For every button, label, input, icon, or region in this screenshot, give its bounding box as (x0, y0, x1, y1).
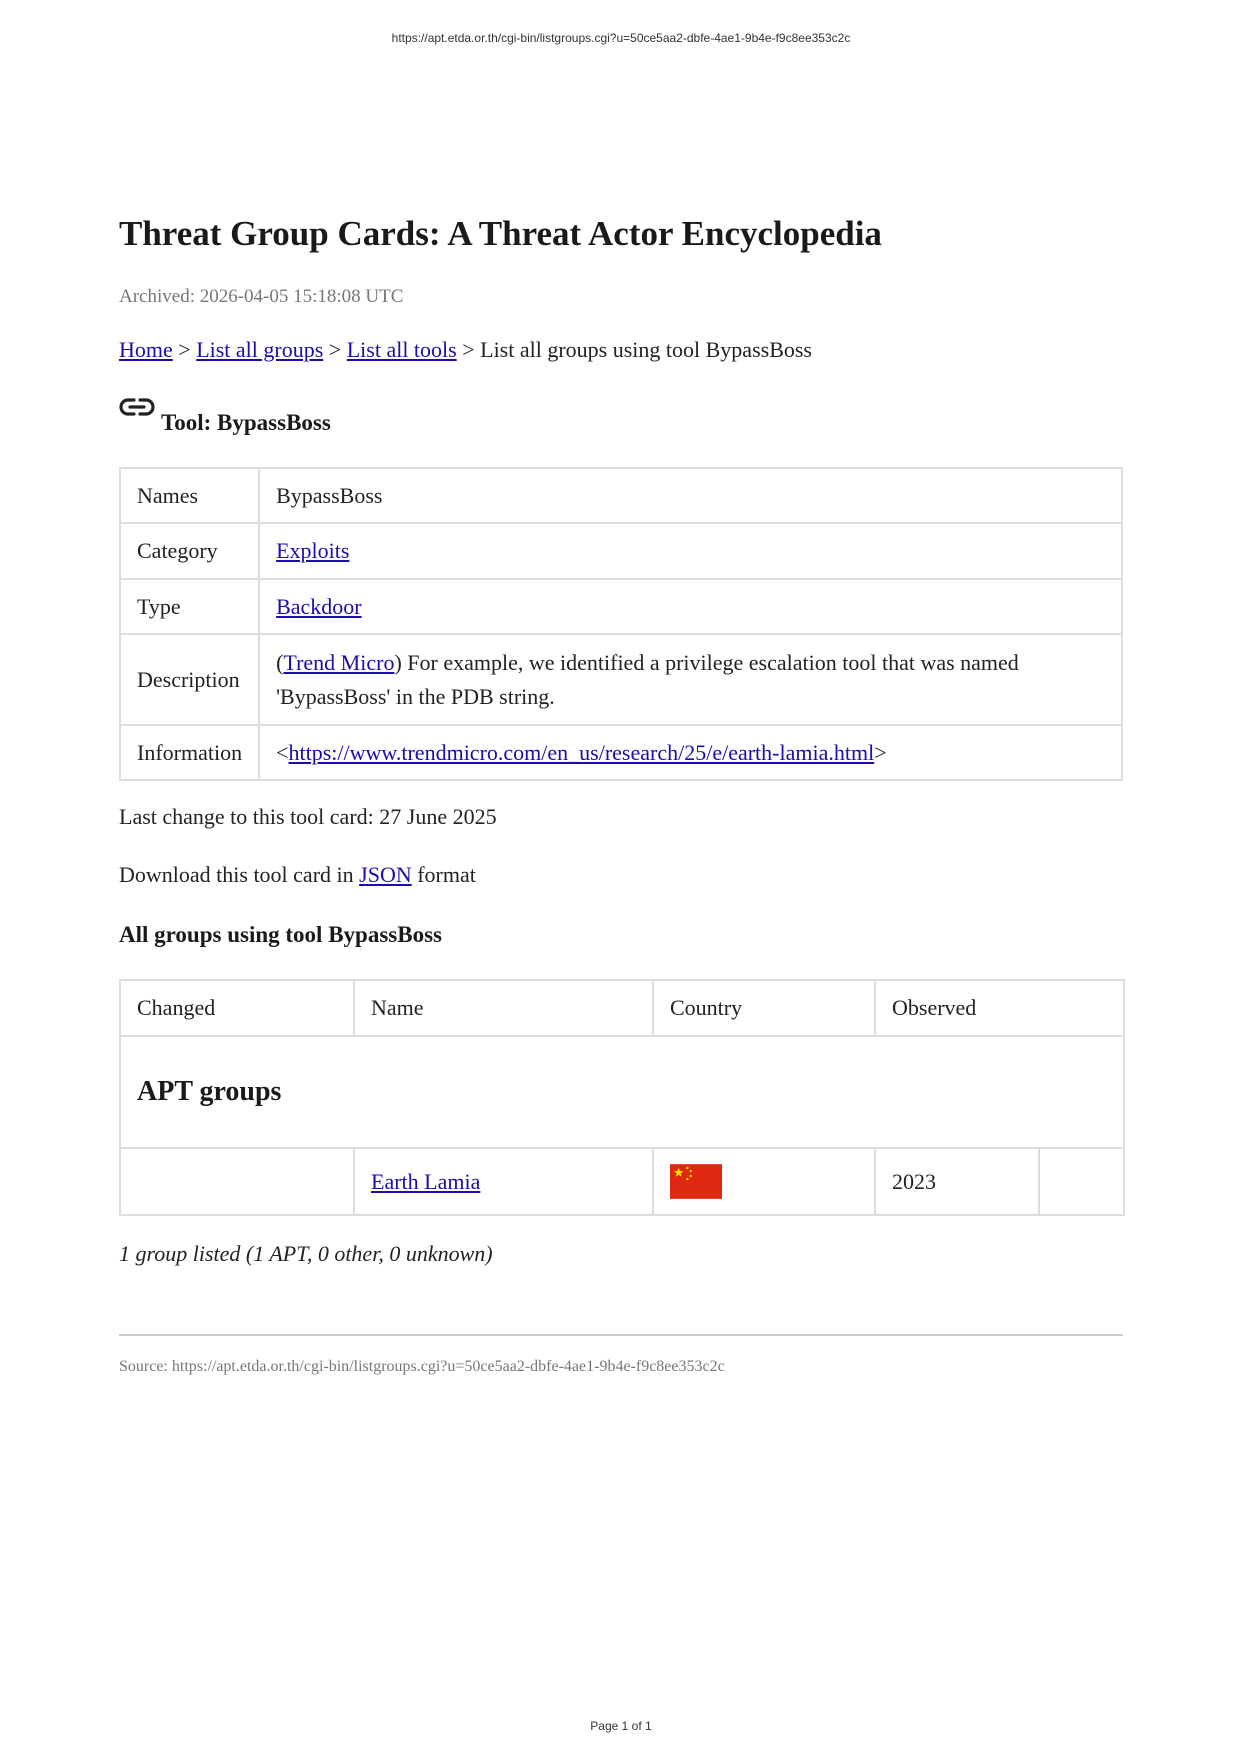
description-label: Description (120, 634, 259, 725)
table-row-information (120, 725, 1122, 780)
archived-timestamp: Archived: 2026-04-05 15:18:08 UTC (119, 286, 404, 307)
groups-summary: 1 group listed (1 APT, 0 other, 0 unknown) (119, 1241, 493, 1266)
source-url: Source: https://apt.etda.or.th/cgi-bin/listgroups.cgi?u=50ce5aa2-dbfe-4ae1-9b4e-f9c8ee353c2c (119, 1358, 725, 1375)
name-cell (354, 1148, 653, 1215)
extra-cell (1039, 1148, 1124, 1215)
groups-table-header (120, 980, 1124, 1036)
column-header-name: Name (354, 980, 653, 1036)
description-cell (259, 634, 1122, 725)
page-number: Page 1 of 1 (590, 1719, 652, 1733)
table-row (120, 1148, 1124, 1215)
json-download-link[interactable]: JSON (359, 862, 412, 887)
type-cell (259, 579, 1122, 634)
section-row-apt (120, 1036, 1124, 1148)
type-label: Type (120, 579, 259, 634)
table-row-description (120, 634, 1122, 725)
breadcrumb-list-groups-link[interactable]: List all groups (196, 337, 324, 362)
information-label: Information (120, 725, 259, 780)
breadcrumb-list-tools-link[interactable]: List all tools (346, 337, 457, 362)
column-header-observed: Observed (875, 980, 1124, 1036)
group-link-earth-lamia[interactable]: Earth Lamia (371, 1168, 481, 1194)
section-label-apt-groups: APT groups (137, 1076, 282, 1107)
table-row-names (120, 468, 1122, 523)
download-line (119, 862, 476, 888)
category-link[interactable]: Exploits (276, 538, 350, 563)
tool-heading (119, 396, 331, 436)
column-header-changed: Changed (120, 980, 354, 1036)
category-cell (259, 523, 1122, 579)
information-cell (259, 725, 1122, 780)
breadcrumb-separator: > (172, 337, 197, 362)
names-value: BypassBoss (259, 468, 1122, 523)
information-close-bracket: > (874, 739, 887, 765)
observed-cell: 2023 (875, 1148, 1039, 1215)
page-title: Threat Group Cards: A Threat Actor Encyclopedia (119, 214, 882, 253)
breadcrumb-current: > List all groups using tool BypassBoss (456, 337, 812, 362)
type-link[interactable]: Backdoor (276, 593, 362, 619)
tool-info-table (119, 467, 1123, 781)
description-text: ) For example, we identified a privilege escalation tool that was named 'BypassBoss' in the PDB string. (276, 649, 1019, 709)
table-row-category (120, 523, 1122, 579)
table-row-type (120, 579, 1122, 634)
category-label: Category (120, 523, 259, 579)
country-cell (653, 1148, 875, 1215)
information-link[interactable]: https://www.trendmicro.com/en_us/research/25/e/earth-lamia.html (288, 739, 875, 765)
groups-heading: All groups using tool BypassBoss (119, 922, 442, 947)
breadcrumb-separator: > (323, 337, 347, 362)
description-open-paren: ( (276, 649, 284, 675)
information-open-bracket: < (276, 739, 289, 765)
changed-cell (120, 1148, 354, 1215)
breadcrumb (119, 337, 812, 363)
divider (119, 1334, 1123, 1336)
breadcrumb-home-link[interactable]: Home (119, 337, 173, 362)
link-icon (119, 396, 155, 418)
download-prefix: Download this tool card in (119, 862, 360, 887)
column-header-country: Country (653, 980, 875, 1036)
groups-table (119, 979, 1125, 1216)
description-source-link[interactable]: Trend Micro (283, 649, 395, 675)
print-header-url: https://apt.etda.or.th/cgi-bin/listgroups.cgi?u=50ce5aa2-dbfe-4ae1-9b4e-f9c8ee353c2c (391, 31, 851, 45)
section-cell (120, 1036, 1124, 1148)
tool-heading-label: Tool: BypassBoss (161, 410, 331, 435)
last-change-text: Last change to this tool card: 27 June 2025 (119, 804, 497, 829)
download-suffix: format (411, 862, 476, 887)
names-label: Names (120, 468, 259, 523)
china-flag-icon (670, 1164, 722, 1199)
